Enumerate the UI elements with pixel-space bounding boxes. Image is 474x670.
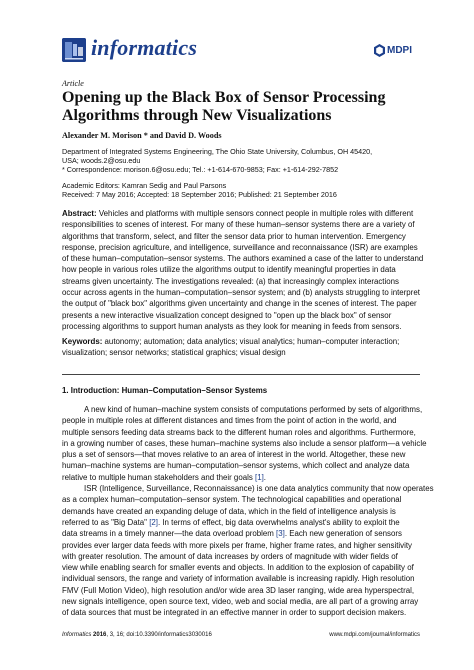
abstract-line: response, precision agriculture, and intelligence, surveillance and reconnaissance (ISR) are examples [62,242,418,252]
body-line: with greater resolution. The amount of data increases by orders of magnitude with wider fields of [62,551,398,561]
body-line: demands have created an expanding deluge of data, which in the field of intelligence analysis is [62,506,396,516]
keywords [62,336,420,359]
body-line: relative to multiple human stakeholders and their goals [1]. [62,472,266,482]
body-line: of data sources that must be integrated in an effective manner in order to support decision makers. [62,608,407,618]
affiliation-block [62,147,422,175]
body-line: provides ever larger data feeds with more pixels per frame, higher frame rates, and higher sensitivity [62,540,412,550]
body-line: data streams in a timely manner—the data overload problem [3]. Each new generation of sensors [62,529,402,539]
citation-link[interactable]: [1] [255,472,264,482]
citation-link[interactable]: [2] [149,517,158,527]
footer-citation: Informatics 2016, 3, 16; doi:10.3390/informatics3030016 [62,632,212,638]
citation-link[interactable]: [3] [276,529,285,539]
abstract-line: the output of "black box" algorithms given uncertainty and change in the scenes of interest. The paper [62,299,417,309]
history-dates: Received: 7 May 2016; Accepted: 18 September 2016; Published: 21 September 2016 [62,190,337,200]
keywords-line: autonomy; automation; data analytics; visual analytics; human–computer interaction; [104,337,400,346]
body-line: individual sensors, the range and variety of information available is increasing rapidly. High resolution [62,574,415,584]
body-line: referred to as "Big Data" [2]. In terms of effect, big data overwhelms analyst's ability to exploit the [62,517,400,527]
editorial-info [62,181,422,199]
abstract-line: streams given uncertainty. The investigations revealed: (a) that increasingly complex interactions [62,276,399,286]
body-line: people in multiple roles at different distances and times from the point of action in the world, and [62,416,397,426]
publisher-logo [374,44,412,57]
title-line: Algorithms through New Visualizations [62,107,332,124]
abstract-line: algorithms that transform, select, and filter the sensor data prior to human intervention. Emergency [62,231,406,241]
abstract-line: responsibilities to scenes of interest. For many of these human–sensor systems there are a variety of [62,220,415,230]
article-type: Article [62,79,84,88]
journal-name: informatics [91,35,198,60]
body-line: multiple sensors feeding data streams back to the different human roles and algorithms. Furthermore, [62,427,416,437]
correspondence-line: * Correspondence: morison.6@osu.edu; Tel.: +1-614-670-9853; Fax: +1-614-292-7852 [62,165,339,175]
abstract-line: presents a new interactive visualization concept designed to "open up the black box" of sensor [62,310,392,320]
keywords-line: visualization; sensor networks; statistical graphics; visual design [62,348,286,358]
body-line: plus a set of sensors—that moves relative to an area of interest in the world. Altogether, these new [62,450,406,460]
abstract [62,208,424,332]
academic-editors: Academic Editors: Kamran Sedig and Paul Parsons [62,181,227,190]
abstract-line: processing algorithms to support human analysts as they look for meaning in feeds from sensors. [62,321,402,331]
keywords-label: Keywords: [62,337,103,346]
abstract-line: occur across agents in the human–computation–sensor system; and (b) analysts struggling to interpret [62,288,420,298]
abstract-line: of these human–computation–sensor systems. The authors examined a case of the latter to understand [62,254,424,264]
body-line: new signals intelligence, open source text, video, web and social media, are all part of a growing array [62,597,419,607]
body-line: A new kind of human–machine system consists of computations performed by sets of algorithms, [84,405,423,414]
body-line: ISR (Intelligence, Surveillance, Reconnaissance) is one data analytics community that now operates [84,484,434,494]
abstract-line: how people in various roles utilize the algorithms output to identify meaningful properties in data [62,265,396,275]
publisher-mark-icon [374,44,385,57]
body-line: as a complex human–computation–sensor system. The technological capabilities and operational [62,495,402,505]
abstract-label: Abstract: [62,209,97,218]
affiliation-line: Department of Integrated Systems Engineering, The Ohio State University, Columbus, OH 45420, [62,147,373,156]
page-footer [62,632,420,638]
author-list: Alexander M. Morison * and David D. Woods [62,131,222,140]
body-text [62,404,434,619]
abstract-line: Vehicles and platforms with multiple sensors connect people in multiple roles with different [98,209,414,218]
body-line: FMV (Full Motion Video), high resolution and/or wide area 3D laser ranging, wide area hyperspectral, [62,585,415,595]
paper-title [62,89,422,125]
title-line: Opening up the Black Box of Sensor Processing [62,89,386,106]
footer-url[interactable]: www.mdpi.com/journal/informatics [329,632,420,638]
body-line: view while enabling search for smaller events and objects. In addition to the explosion of capability of [62,563,414,573]
body-line: human–machine systems are human–computation–sensor systems, which collect and analyze data [62,461,410,471]
section-divider [62,374,420,375]
affiliation-line: USA; woods.2@osu.edu [62,156,141,166]
publisher-name: MDPI [387,45,412,56]
body-line: in a growing number of cases, these human–machine systems also include a sensor platform—a vehicle [62,438,427,448]
section-heading: 1. Introduction: Human–Computation–Sensor Systems [62,386,268,395]
journal-logo-icon [62,38,86,62]
